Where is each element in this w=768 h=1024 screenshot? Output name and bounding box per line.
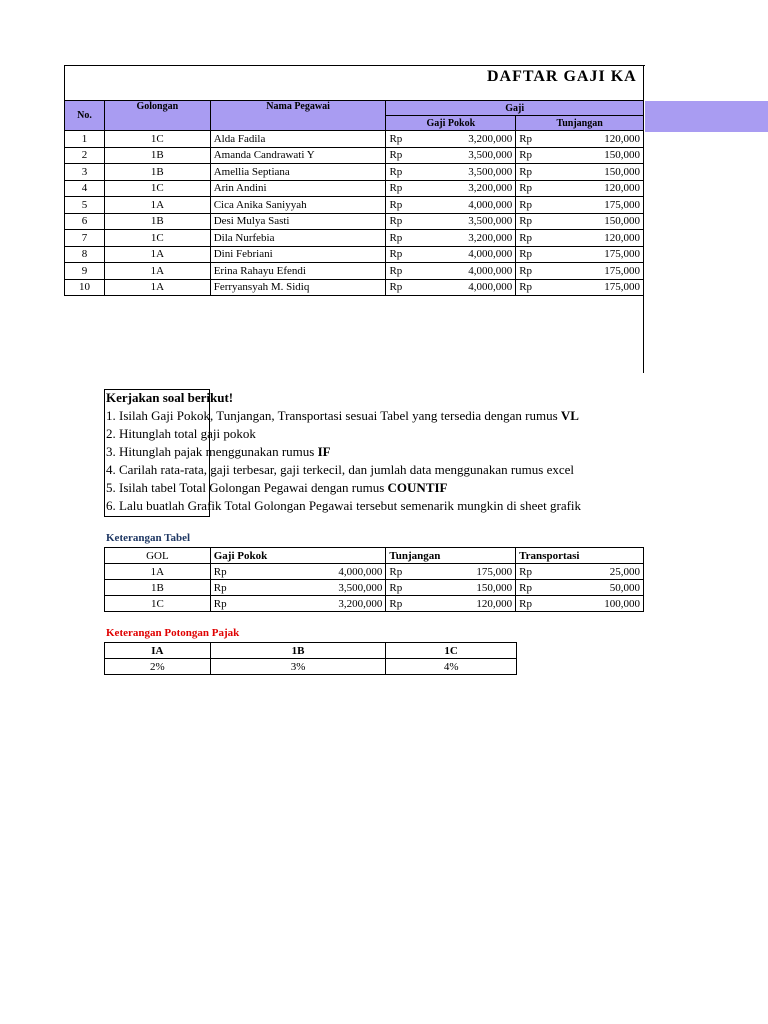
row-tunjangan-content <box>519 166 640 178</box>
table-row <box>65 246 644 263</box>
row-tunjangan <box>516 230 644 247</box>
currency-label: Rp <box>389 198 403 211</box>
currency-label: Rp <box>519 198 533 211</box>
currency-label: Rp <box>389 264 403 277</box>
row-nama: Desi Mulya Sasti <box>210 213 386 230</box>
tax-header: 1B <box>210 643 386 659</box>
currency-label: Rp <box>519 149 533 162</box>
legend-tunjangan <box>386 564 516 580</box>
header-fill-overflow <box>645 101 768 132</box>
instruction-item <box>106 407 644 425</box>
row-golongan: 1C <box>104 230 210 247</box>
instruction-text: 1. Isilah Gaji Pokok, Tunjangan, Transportasi sesuai Tabel yang tersedia dengan rumus <box>106 408 561 423</box>
row-gaji-pokok <box>386 147 516 164</box>
row-nama: Dini Febriani <box>210 246 386 263</box>
row-tunjangan-content <box>519 182 640 194</box>
row-golongan: 1B <box>104 164 210 181</box>
legend-header-gol: GOL <box>105 548 211 564</box>
instructions-list <box>106 407 644 515</box>
row-nama: Dila Nurfebia <box>210 230 386 247</box>
row-no: 5 <box>65 197 105 214</box>
currency-label: Rp <box>213 597 227 610</box>
table-row <box>65 279 644 296</box>
row-tunjangan <box>516 279 644 296</box>
legend-transportasi-content <box>519 598 640 610</box>
row-tunjangan-content <box>519 265 640 277</box>
row-no: 6 <box>65 213 105 230</box>
row-tunjangan <box>516 213 644 230</box>
row-gaji-pokok <box>386 164 516 181</box>
row-gaji-pokok-content <box>389 182 512 194</box>
row-no: 4 <box>65 180 105 197</box>
instruction-keyword: VL <box>560 408 579 423</box>
amount-value: 4,000,000 <box>468 248 513 261</box>
instruction-text: 4. Carilah rata-rata, gaji terbesar, gaji terkecil, dan jumlah data menggunakan rumus excel <box>106 462 575 477</box>
currency-label: Rp <box>389 281 403 294</box>
row-no: 8 <box>65 246 105 263</box>
currency-label: Rp <box>519 248 533 261</box>
legend-header-transportasi: Transportasi <box>516 548 644 564</box>
amount-value: 150,000 <box>604 149 640 162</box>
currency-label: Rp <box>389 231 403 244</box>
legend-transportasi <box>516 564 644 580</box>
row-gaji-pokok <box>386 246 516 263</box>
tax-value: 2% <box>105 659 211 675</box>
amount-value: 175,000 <box>476 565 513 578</box>
row-golongan: 1A <box>104 279 210 296</box>
header-gaji: Gaji <box>386 101 644 116</box>
amount-value: 3,500,000 <box>338 581 383 594</box>
amount-value: 150,000 <box>604 215 640 228</box>
instruction-text: 6. Lalu buatlah Grafik Total Golongan Pegawai tersebut semenarik mungkin di sheet grafik <box>106 498 582 513</box>
row-tunjangan <box>516 147 644 164</box>
amount-value: 175,000 <box>604 198 640 211</box>
legend-tunjangan <box>386 596 516 612</box>
row-tunjangan-content <box>519 149 640 161</box>
amount-value: 3,200,000 <box>468 231 513 244</box>
instruction-item <box>106 497 644 515</box>
row-tunjangan-content <box>519 133 640 145</box>
row-tunjangan-content <box>519 281 640 293</box>
instruction-item <box>106 461 644 479</box>
currency-label: Rp <box>519 264 533 277</box>
amount-value: 4,000,000 <box>468 264 513 277</box>
row-no: 9 <box>65 263 105 280</box>
amount-value: 3,200,000 <box>338 597 383 610</box>
row-gaji-pokok-content <box>389 149 512 161</box>
legend-tunjangan-content <box>389 566 512 578</box>
table-row <box>65 197 644 214</box>
amount-value: 25,000 <box>609 565 640 578</box>
salary-table <box>64 100 644 296</box>
header-nama: Nama Pegawai <box>210 101 386 131</box>
amount-value: 50,000 <box>609 581 640 594</box>
currency-label: Rp <box>519 231 533 244</box>
legend-gaji-pokok <box>210 596 386 612</box>
row-tunjangan-content <box>519 215 640 227</box>
currency-label: Rp <box>389 182 403 195</box>
instruction-item <box>106 443 644 461</box>
row-golongan: 1B <box>104 147 210 164</box>
currency-label: Rp <box>213 565 227 578</box>
tax-value: 3% <box>210 659 386 675</box>
amount-value: 100,000 <box>604 597 640 610</box>
legend-gol: 1B <box>105 580 211 596</box>
instruction-text: 2. Hitunglah total gaji pokok <box>106 426 256 441</box>
legend-gol: 1A <box>105 564 211 580</box>
currency-label: Rp <box>389 565 403 578</box>
currency-label: Rp <box>389 165 403 178</box>
row-gaji-pokok <box>386 213 516 230</box>
row-nama: Arin Andini <box>210 180 386 197</box>
amount-value: 3,200,000 <box>468 132 513 145</box>
instruction-item <box>106 479 644 497</box>
legend-gol: 1C <box>105 596 211 612</box>
legend-gaji-pokok <box>210 564 386 580</box>
row-no: 7 <box>65 230 105 247</box>
row-nama: Erina Rahayu Efendi <box>210 263 386 280</box>
row-tunjangan <box>516 246 644 263</box>
legend-tunjangan-content <box>389 598 512 610</box>
row-golongan: 1C <box>104 180 210 197</box>
table-row <box>65 131 644 148</box>
currency-label: Rp <box>519 565 532 578</box>
row-gaji-pokok <box>386 279 516 296</box>
row-no: 1 <box>65 131 105 148</box>
legend-transportasi-content <box>519 582 640 594</box>
row-tunjangan <box>516 197 644 214</box>
amount-value: 120,000 <box>604 182 640 195</box>
tax-table <box>104 642 517 675</box>
row-nama: Amanda Candrawati Y <box>210 147 386 164</box>
row-gaji-pokok <box>386 131 516 148</box>
row-golongan: 1C <box>104 131 210 148</box>
amount-value: 175,000 <box>604 281 640 294</box>
instructions-heading: Kerjakan soal berikut! <box>106 390 234 405</box>
legend-tunjangan <box>386 580 516 596</box>
legend-transportasi <box>516 596 644 612</box>
page-title: DAFTAR GAJI KA <box>487 68 637 85</box>
row-gaji-pokok <box>386 263 516 280</box>
row-gaji-pokok-content <box>389 199 512 211</box>
row-gaji-pokok-content <box>389 281 512 293</box>
row-tunjangan <box>516 131 644 148</box>
row-golongan: 1A <box>104 197 210 214</box>
row-gaji-pokok-content <box>389 215 512 227</box>
row-gaji-pokok-content <box>389 265 512 277</box>
amount-value: 3,500,000 <box>468 149 513 162</box>
amount-value: 4,000,000 <box>338 565 383 578</box>
row-golongan: 1A <box>104 246 210 263</box>
row-gaji-pokok-content <box>389 232 512 244</box>
tax-title: Keterangan Potongan Pajak <box>106 627 240 639</box>
row-nama: Amellia Septiana <box>210 164 386 181</box>
currency-label: Rp <box>519 281 533 294</box>
currency-label: Rp <box>213 581 227 594</box>
legend-table <box>104 547 644 612</box>
currency-label: Rp <box>519 215 533 228</box>
tax-header: IA <box>105 643 211 659</box>
legend-header-gaji-pokok: Gaji Pokok <box>210 548 386 564</box>
instruction-text: 5. Isilah tabel Total Golongan Pegawai dengan rumus <box>106 480 388 495</box>
amount-value: 120,000 <box>476 597 513 610</box>
amount-value: 3,500,000 <box>468 215 513 228</box>
table-row <box>65 263 644 280</box>
legend-gaji-pokok-content <box>214 566 383 578</box>
currency-label: Rp <box>519 165 533 178</box>
amount-value: 120,000 <box>604 132 640 145</box>
row-nama: Alda Fadila <box>210 131 386 148</box>
row-tunjangan <box>516 164 644 181</box>
currency-label: Rp <box>519 581 532 594</box>
amount-value: 150,000 <box>604 165 640 178</box>
currency-label: Rp <box>389 149 403 162</box>
legend-row <box>105 580 644 596</box>
header-gaji-pokok: Gaji Pokok <box>386 116 516 131</box>
amount-value: 4,000,000 <box>468 198 513 211</box>
table-row <box>65 213 644 230</box>
row-no: 2 <box>65 147 105 164</box>
instruction-keyword: IF <box>317 444 331 459</box>
row-tunjangan-content <box>519 248 640 260</box>
legend-transportasi <box>516 580 644 596</box>
row-gaji-pokok <box>386 180 516 197</box>
row-gaji-pokok <box>386 230 516 247</box>
table-row <box>65 147 644 164</box>
legend-tunjangan-content <box>389 582 512 594</box>
legend-gaji-pokok <box>210 580 386 596</box>
table-row <box>65 230 644 247</box>
currency-label: Rp <box>389 132 403 145</box>
currency-label: Rp <box>389 215 403 228</box>
legend-row <box>105 564 644 580</box>
table-row <box>65 164 644 181</box>
table-row <box>65 180 644 197</box>
tax-value: 4% <box>386 659 517 675</box>
row-golongan: 1A <box>104 263 210 280</box>
currency-label: Rp <box>389 597 403 610</box>
row-no: 10 <box>65 279 105 296</box>
legend-gaji-pokok-content <box>214 598 383 610</box>
header-no: No. <box>65 101 105 131</box>
tax-header: 1C <box>386 643 517 659</box>
currency-label: Rp <box>519 182 533 195</box>
amount-value: 4,000,000 <box>468 281 513 294</box>
instruction-keyword: COUNTIF <box>387 480 448 495</box>
currency-label: Rp <box>519 597 532 610</box>
row-tunjangan-content <box>519 199 640 211</box>
instruction-item <box>106 425 644 443</box>
row-gaji-pokok <box>386 197 516 214</box>
amount-value: 120,000 <box>604 231 640 244</box>
row-no: 3 <box>65 164 105 181</box>
amount-value: 175,000 <box>604 264 640 277</box>
legend-header-tunjangan: Tunjangan <box>386 548 516 564</box>
amount-value: 150,000 <box>476 581 513 594</box>
row-tunjangan <box>516 263 644 280</box>
row-gaji-pokok-content <box>389 133 512 145</box>
instruction-text: 3. Hitunglah pajak menggunakan rumus <box>106 444 318 459</box>
legend-transportasi-content <box>519 566 640 578</box>
header-tunjangan: Tunjangan <box>516 116 644 131</box>
row-nama: Ferryansyah M. Sidiq <box>210 279 386 296</box>
row-nama: Cica Anika Saniyyah <box>210 197 386 214</box>
amount-value: 3,500,000 <box>468 165 513 178</box>
row-golongan: 1B <box>104 213 210 230</box>
currency-label: Rp <box>389 581 403 594</box>
legend-gaji-pokok-content <box>214 582 383 594</box>
currency-label: Rp <box>389 248 403 261</box>
amount-value: 175,000 <box>604 248 640 261</box>
row-tunjangan <box>516 180 644 197</box>
legend-row <box>105 596 644 612</box>
legend-title: Keterangan Tabel <box>106 532 191 544</box>
row-gaji-pokok-content <box>389 248 512 260</box>
currency-label: Rp <box>519 132 533 145</box>
row-tunjangan-content <box>519 232 640 244</box>
header-golongan: Golongan <box>104 101 210 131</box>
row-gaji-pokok-content <box>389 166 512 178</box>
amount-value: 3,200,000 <box>468 182 513 195</box>
